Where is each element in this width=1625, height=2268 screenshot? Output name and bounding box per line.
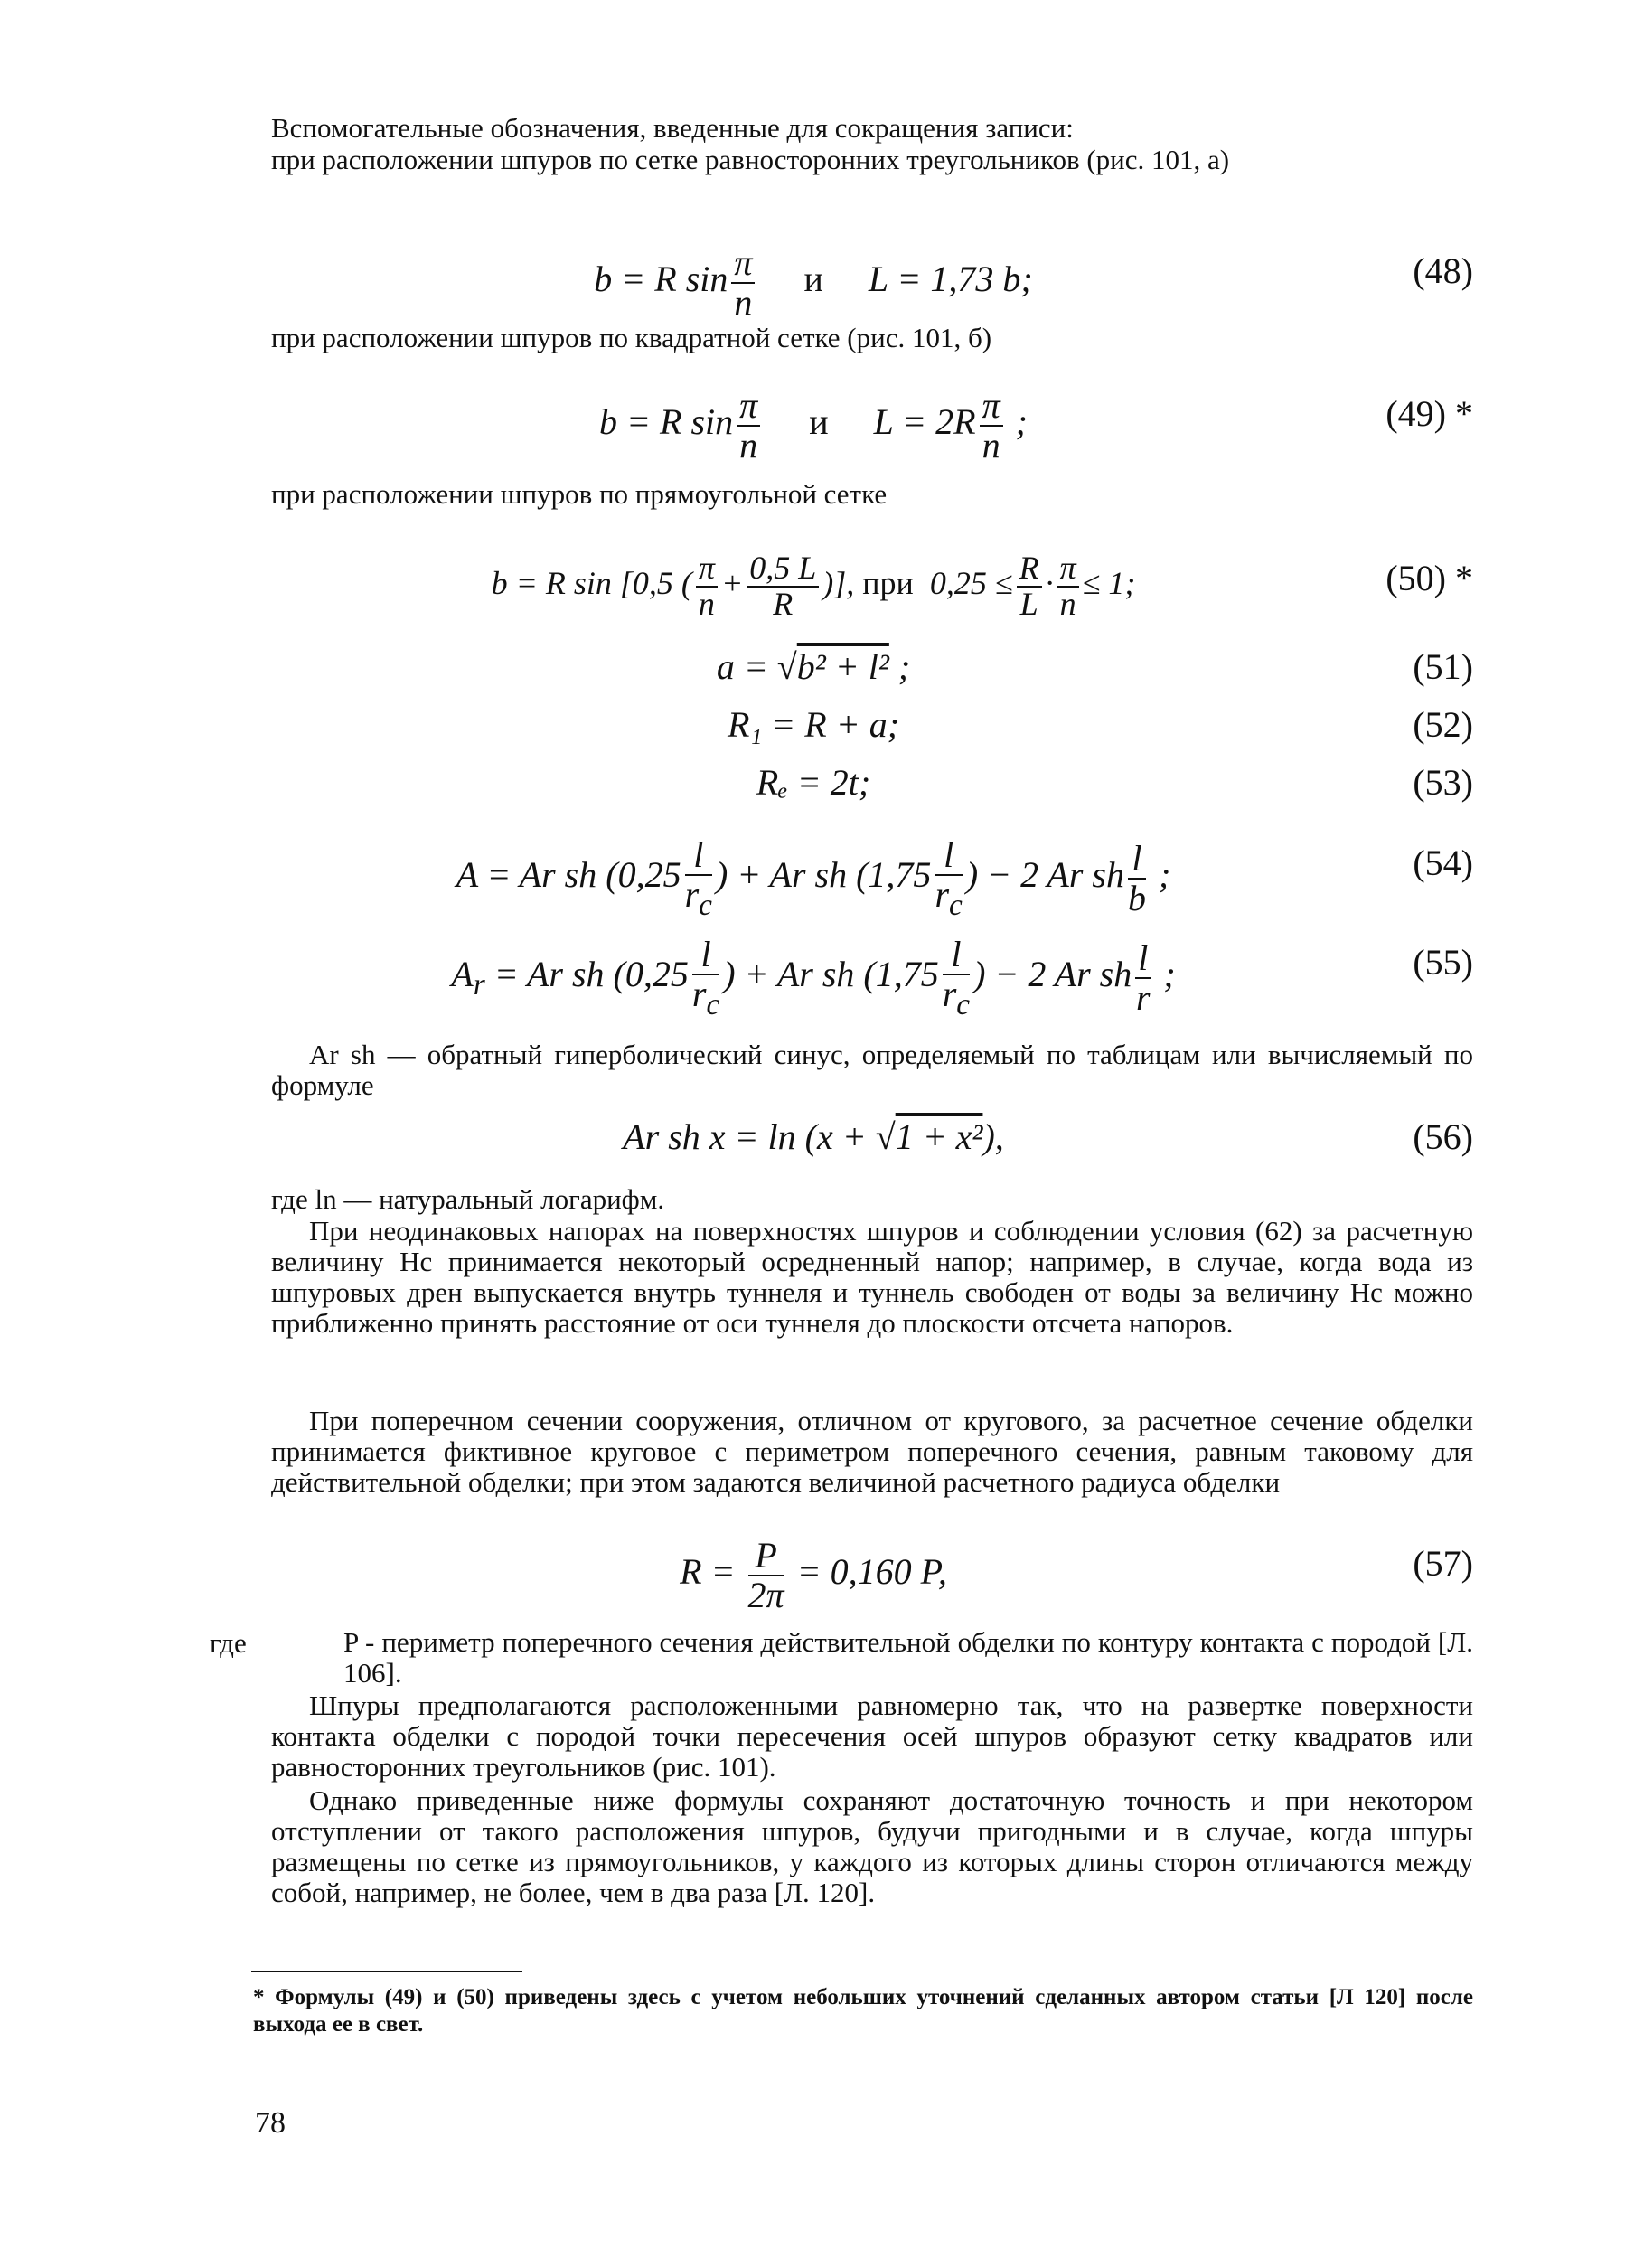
formula-51-expr: a = √b² + l² ; [716,646,911,687]
formula-56 [271,1110,1473,1164]
formula-57 [271,1535,1473,1615]
footnote: * Формулы (49) и (50) приведены здесь с учетом небольших уточнений сделанных автором статьи [Л 120] после выхода ее в свет. [253,1985,1473,2037]
formula-55-number: (55) [1413,942,1473,983]
formula-55-expr: $A_r = Ar$ sh (0,25 $\frac{l}{r_c}$ ) + Ar sh (1,75 $\frac{l}{r_c}$ ) − 2 Ar sh $\frac{l}{r}$ ; [451,934,1176,1021]
formula-52-number: (52) [1413,704,1473,745]
intro-text: Вспомогательные обозначения, введенные для сокращения записи: [271,112,1074,144]
formula-50-expr: b = R sin [0,5 ( $\frac{\pi}{n}$ + $\frac{0,5 L}{R}$ )], при 0,25 ≤ $\frac{R}{L}$ · $\frac{\pi}{n}$ ≤ 1; [491,550,1136,622]
formula-57-expr: R = $\frac{P}{2\pi}$ = 0,160 P, [680,1535,947,1615]
formula-53-number: (53) [1413,762,1473,803]
formula-51 [271,640,1473,694]
case2-text: при расположении шпуров по квадратной сетке (рис. 101, б) [271,322,992,353]
formula-54-expr: A = Ar sh (0,25 $\frac{l}{r_c}$ ) + Ar sh (1,75 $\frac{l}{r_c}$ ) − 2 Ar sh $\frac{l}{b}$ ; [456,834,1171,922]
ln-text: где ln — натуральный логарифм. [271,1183,665,1215]
case3-text: при расположении шпуров по прямоугольной сетке [271,478,888,510]
formula-56-number: (56) [1413,1116,1473,1157]
case1-text: при расположении шпуров по сетке равносторонних треугольников (рис. 101, а) [271,144,1230,175]
page-number: 78 [255,2106,286,2140]
section-paragraph: При поперечном сечении сооружения, отличном от кругового, за расчетное сечение обделки принимается фиктивное круговое с периметром поперечного сечения, равным таковому для действительной обделки; при этом задаются величиной расчетного радиуса обделки [271,1405,1473,1498]
where-text: P - периметр поперечного сечения действительной обделки по контуру контакта с породой [Л. 106]. [343,1626,1473,1689]
formula-52 [271,698,1473,752]
arsh-text: Ar sh — обратный гиперболический синус, определяемый по таблицам или вычисляемый по формуле [271,1039,1473,1101]
formula-50-number: (50) * [1385,558,1473,598]
formula-48-expr: b = R sin $\frac{\pi}{n}$ и L = 1,73 b; [594,242,1033,323]
formula-54 [271,834,1473,922]
formula-51-number: (51) [1413,646,1473,687]
formula-48-number: (48) [1413,250,1473,291]
where-label: где [210,1627,247,1659]
formula-54-number: (54) [1413,842,1473,883]
formula-53 [271,756,1473,810]
pressure-paragraph: При неодинаковых напорах на поверхностях шпуров и соблюдении условия (62) за расчетную величину Hc принимается некоторый осредненный напор; например, в случае, когда вода из шпуровых дрен выпускается внутрь туннеля и туннель свободен от воды за величину Hc можно приближенно принять расстояние от оси туннеля до плоскости отсчета напоров. [271,1215,1473,1339]
formula-52-expr: R₁ = R + a; [727,704,900,745]
formula-49 [271,385,1473,466]
formula-57-number: (57) [1413,1543,1473,1584]
formula-48 [271,242,1473,323]
formula-49-expr: b = R sin $\frac{\pi}{n}$ и L = 2R $\frac{\pi}{n}$ ; [599,385,1028,466]
grid-paragraph: Шпуры предполагаются расположенными равномерно так, что на развертке поверхности контакта обделки с породой точки пересечения осей шпуров образуют сетку квадратов или равносторонних треугольников (рис. 101). [271,1689,1473,1783]
formula-55 [271,934,1473,1021]
formula-49-number: (49) * [1385,393,1473,434]
accuracy-paragraph: Однако приведенные ниже формулы сохраняют достаточную точность и при некотором отступлении от такого расположения шпуров, будучи пригодными и в случае, когда шпуры размещены по сетке из прямоугольников, у каждого из которых длины сторон отличаются между собой, например, не более, чем в два раза [Л. 120]. [271,1784,1473,1908]
footnote-divider [251,1971,522,1972]
formula-53-expr: Rₑ = 2t; [756,762,871,803]
formula-56-expr: Ar sh x = ln (x + √1 + x²), [623,1116,1004,1157]
formula-50 [271,550,1473,622]
